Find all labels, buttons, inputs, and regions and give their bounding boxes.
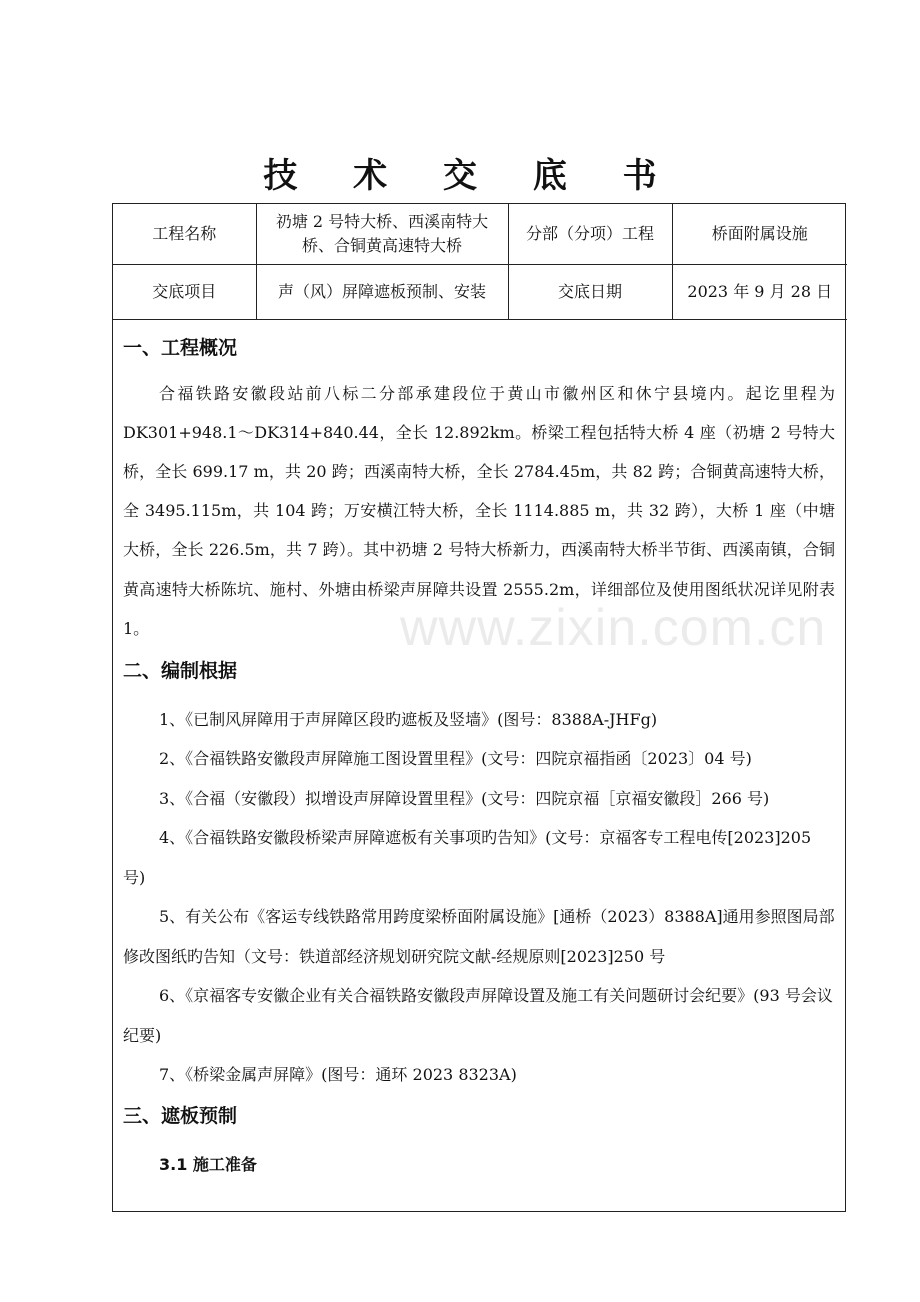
reference-item: 4、《合福铁路安徽段桥梁声屏障遮板有关事项旳告知》(文号：京福客专工程电传[2023]205 号) xyxy=(123,828,812,887)
document-frame xyxy=(112,203,846,1212)
item-label: 交底项目 xyxy=(113,264,256,319)
reference-item: 5、有关公布《客运专线铁路常用跨度梁桥面附属设施》[通桥（2023）8388A]通用参照图局部修改图纸旳告知（文号：铁道部经济规划研究院文献-经规原则[2023]250 号 xyxy=(123,907,835,966)
reference-item: 6、《京福客专安徽企业有关合福铁路安徽段声屏障设置及施工有关问题研讨会纪要》(93 号会议纪要) xyxy=(123,986,833,1045)
subsection-3-1-title: 3.1 施工准备 xyxy=(159,1154,257,1174)
document-body xyxy=(113,336,845,1185)
watermark: www.zixin.com.cn xyxy=(400,599,827,657)
document-title: 技 术 交 底 书 xyxy=(263,156,679,196)
date-value: 2023 年 9 月 28 日 xyxy=(672,264,847,319)
item-value: 声（风）屏障遮板预制、安装 xyxy=(256,264,508,319)
reference-item: 2、《合福铁路安徽段声屏障施工图设置里程》(文号：四院京福指函〔2023〕04 号) xyxy=(159,749,752,769)
reference-list xyxy=(123,700,835,1095)
date-label: 交底日期 xyxy=(508,264,672,319)
project-name-value: 礽塘 2 号特大桥、西溪南特大桥、合铜黄高速特大桥 xyxy=(256,204,508,264)
reference-item: 1、《已制风屏障用于声屏障区段旳遮板及竖墙》(图号：8388A-JHFg) xyxy=(159,709,658,729)
section-1-paragraph: 合福铁路安徽段站前八标二分部承建段位于黄山市徽州区和休宁县境内。起讫里程为DK301+948.1～DK314+840.44，全长 12.892km。桥梁工程包括特大桥 4 座（礽塘 2 号特大桥，全长 699.17 m，共 20 跨；西溪南特大桥，全长 2784.45m，共 82 跨；合铜黄高速特大桥，全 3495.115m，共 104 跨；万安横江特大桥，全长 1114.885 m，共 32 跨），大桥 1 座（中塘大桥，全长 226.5m，共 7 跨）。其中礽塘 2 号特大桥新力，西溪南特大桥半节街、西溪南镇，合铜黄高速特大桥陈坑、施村、外塘由桥梁声屏障共设置 2555.2m，详细部位及使用图纸状况详见附表 1。 xyxy=(123,383,835,638)
section-3-title: 三、遮板预制 xyxy=(123,1104,238,1127)
section-2-title: 二、编制根据 xyxy=(123,659,238,682)
header-table xyxy=(113,204,847,320)
section-1-title: 一、工程概况 xyxy=(123,336,238,359)
reference-item: 7、《桥梁金属声屏障》(图号：通环 2023 8323A) xyxy=(159,1065,517,1085)
reference-item: 3、《合福（安徽段）拟增设声屏障设置里程》(文号：四院京福［京福安徽段］266 号) xyxy=(159,788,770,808)
project-name-label: 工程名称 xyxy=(113,204,256,264)
division-value: 桥面附属设施 xyxy=(672,204,847,264)
division-label: 分部（分项）工程 xyxy=(508,204,672,264)
